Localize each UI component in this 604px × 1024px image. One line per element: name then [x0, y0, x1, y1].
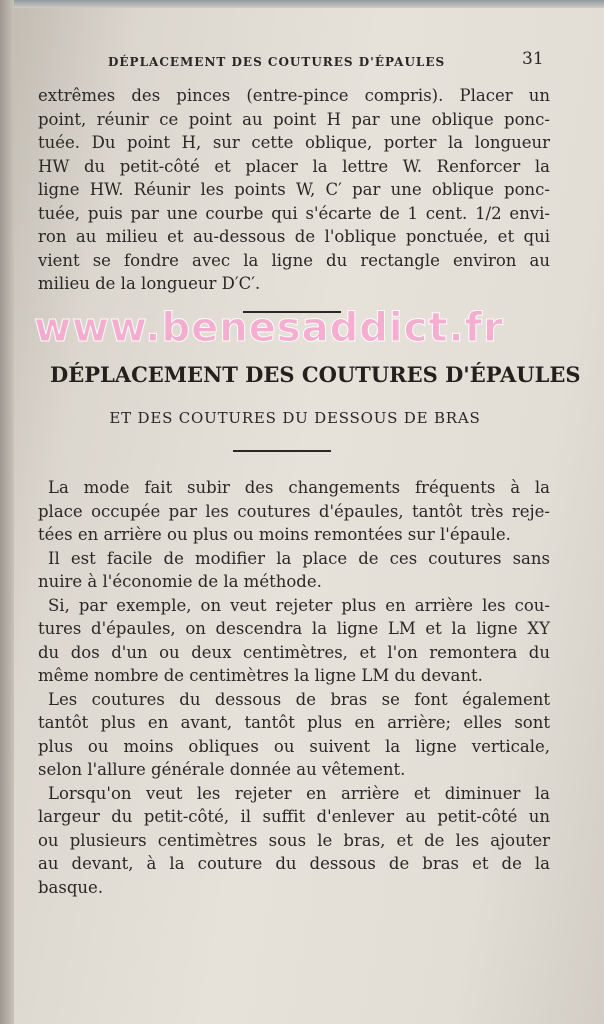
- text-line: Il est facile de modifier la place de ces coutures sans: [48, 548, 550, 568]
- top-paragraph: [38, 84, 550, 296]
- section-title: DÉPLACEMENT DES COUTURES D'ÉPAULES: [50, 362, 581, 387]
- page-top-edge: [0, 0, 604, 8]
- text-line: largeur du petit-côté, il suffit d'enlever au petit-côté un: [38, 807, 550, 826]
- text-line: nuire à l'économie de la méthode.: [38, 572, 322, 591]
- text-line: tuée. Du point H, sur cette oblique, porter la longueur: [38, 133, 550, 152]
- text-line: plus ou moins obliques ou suivent la ligne verticale,: [38, 736, 550, 756]
- text-line: place occupée par les coutures d'épaules, tantôt très reje-: [38, 501, 550, 521]
- text-line: ligne HW. Réunir les points W, C′ par une oblique ponc-: [38, 180, 550, 199]
- text-line: vient se fondre avec la ligne du rectangle environ au: [38, 250, 550, 270]
- page-binding-edge: [0, 0, 14, 1024]
- text-line: milieu de la longueur D′C′.: [38, 274, 261, 293]
- text-line: tures d'épaules, on descendra la ligne LM et la ligne XY: [38, 619, 550, 638]
- text-line: basque.: [38, 877, 104, 897]
- running-head: DÉPLACEMENT DES COUTURES D'ÉPAULES: [108, 55, 446, 69]
- text-line: tantôt plus en avant, tantôt plus en arrière; elles sont: [38, 713, 550, 732]
- watermark: www.benesaddict.fr: [34, 305, 504, 351]
- text-line: HW du petit-côté et placer la lettre W. Renforcer la: [38, 156, 550, 176]
- page-number: 31: [522, 49, 544, 69]
- text-line: Si, par exemple, on veut rejeter plus en arrière les cou-: [48, 595, 550, 615]
- text-line: ou plusieurs centimètres sous le bras, et de les ajouter: [38, 830, 550, 850]
- text-line: Lorsqu'on veut les rejeter en arrière et diminuer la: [48, 783, 550, 803]
- section-subtitle: ET DES COUTURES DU DESSOUS DE BRAS: [109, 409, 481, 427]
- text-line: extrêmes des pinces (entre-pince compris). Placer un: [38, 86, 550, 105]
- text-line: La mode fait subir des changements fréquents à la: [48, 478, 550, 497]
- text-line: Les coutures du dessous de bras se font également: [48, 689, 550, 709]
- divider-rule-bottom: [233, 450, 331, 452]
- text-line: même nombre de centimètres la ligne LM du devant.: [38, 666, 483, 685]
- body-text: [38, 476, 550, 899]
- text-line: tées en arrière ou plus ou moins remontées sur l'épaule.: [38, 525, 511, 544]
- text-line: tuée, puis par une courbe qui s'écarte de 1 cent. 1/2 envi-: [38, 203, 550, 223]
- text-line: au devant, à la couture du dessous de bras et de la: [38, 854, 550, 873]
- text-line: du dos d'un ou deux centimètres, et l'on remontera du: [38, 642, 550, 662]
- text-line: ron au milieu et au-dessous de l'oblique ponctuée, et qui: [38, 227, 550, 246]
- text-line: point, réunir ce point au point H par une oblique ponc-: [38, 109, 550, 129]
- text-line: selon l'allure générale donnée au vêtement.: [38, 760, 406, 779]
